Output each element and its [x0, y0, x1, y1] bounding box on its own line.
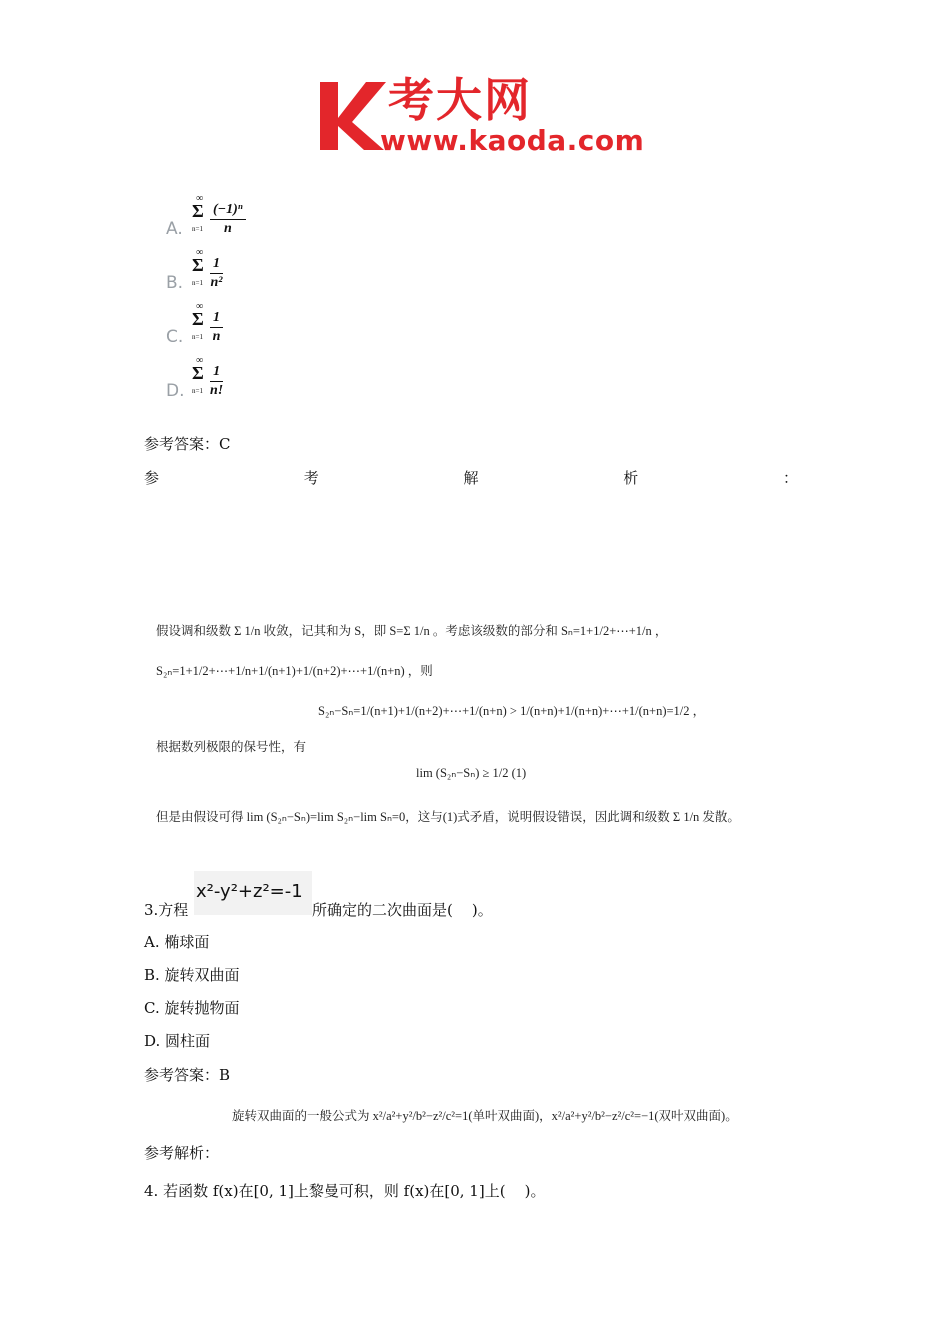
sum-lower: n=1	[192, 279, 203, 287]
fraction	[210, 363, 223, 400]
analysis-heading-spread	[144, 467, 798, 488]
fraction-denominator: n²	[210, 275, 223, 290]
fraction	[210, 309, 223, 346]
logo-brand-text: 考大网	[388, 73, 532, 127]
fraction-numerator: 1	[210, 363, 223, 382]
sum-lower: n=1	[192, 225, 203, 233]
q3-option-d: D. 圆柱面	[144, 1032, 211, 1050]
series-expression	[192, 195, 282, 245]
proof-line-2: S₂ₙ=1+1/2+⋯+1/n+1/(n+1)+1/(n+2)+⋯+1/(n+n) ，则	[156, 664, 433, 678]
fraction	[210, 255, 223, 292]
analysis-char: 析	[623, 469, 639, 487]
option-letter: D.	[166, 381, 185, 401]
proof-line-4: 根据数列极限的保号性，有	[156, 740, 307, 754]
sum-upper: ∞	[196, 301, 204, 312]
proof-line-6: 但是由假设可得 lim (S₂ₙ−Sₙ)=lim S₂ₙ−lim Sₙ=0，这与(1)式矛盾，说明假设错误，因此调和级数 Σ 1/n 发散。	[156, 810, 740, 824]
q3-option-b: B. 旋转双曲面	[144, 966, 240, 984]
sum-upper: ∞	[196, 247, 204, 258]
analysis-char: 参	[144, 469, 160, 487]
q3-suffix: 所确定的二次曲面是( )。	[312, 901, 493, 919]
fraction-denominator: n!	[210, 383, 224, 398]
q3-option-c: C. 旋转抛物面	[144, 999, 240, 1017]
q3-option-a: A. 椭球面	[144, 933, 210, 951]
fraction	[210, 201, 246, 238]
sum-lower: n=1	[192, 387, 203, 395]
analysis-char: 考	[303, 469, 319, 487]
sum-upper: ∞	[196, 355, 204, 366]
sum-upper: ∞	[196, 193, 204, 204]
fraction-denominator: n	[212, 329, 221, 344]
sum-lower: n=1	[192, 333, 203, 341]
series-expression	[192, 249, 282, 299]
answer-2: 参考答案：C	[144, 435, 231, 453]
option-letter: B.	[166, 273, 184, 293]
analysis-label: 参考解析：	[144, 1144, 220, 1162]
proof-block	[156, 615, 796, 835]
series-expression	[192, 357, 282, 407]
option-letter: A.	[166, 219, 183, 239]
analysis-char: ：	[782, 469, 798, 487]
series-expression	[192, 303, 282, 353]
k-logo-mark-icon	[318, 78, 388, 154]
proof-line-1: 假设调和级数 Σ 1/n 收敛，记其和为 S，即 S=Σ 1/n 。考虑该级数的部分和 Sₙ=1+1/2+⋯+1/n ，	[156, 624, 668, 638]
fraction-denominator: n	[223, 221, 232, 236]
hyperboloid-formula: 旋转双曲面的一般公式为 x²/a²+y²/b²−z²/c²=1(单叶双曲面)，x²/a²+y²/b²−z²/c²=−1(双叶双曲面)。	[232, 1109, 738, 1123]
sigma-icon: Σ	[192, 255, 204, 275]
q3-equation: x²-y²+z²=-1	[196, 881, 303, 902]
sigma-icon: Σ	[192, 363, 204, 383]
analysis-char: 解	[463, 469, 479, 487]
kaoda-logo	[318, 72, 648, 164]
question-4: 4. 若函数 f(x)在[0, 1]上黎曼可积，则 f(x)在[0, 1]上( )。	[144, 1182, 546, 1200]
sigma-icon: Σ	[192, 309, 204, 329]
fraction-numerator: 1	[210, 255, 223, 274]
answer-3: 参考答案：B	[144, 1066, 231, 1084]
fraction-numerator: (−1)ⁿ	[210, 201, 246, 220]
proof-line-5: lim (S₂ₙ−Sₙ) ≥ 1/2 (1)	[416, 766, 527, 780]
q3-equation-image	[194, 871, 312, 915]
sigma-icon: Σ	[192, 201, 204, 221]
option-letter: C.	[166, 327, 184, 347]
fraction-numerator: 1	[210, 309, 223, 328]
proof-line-3: S₂ₙ−Sₙ=1/(n+1)+1/(n+2)+⋯+1/(n+n) > 1/(n+n)+1/(n+n)+⋯+1/(n+n)=1/2 ，	[318, 704, 706, 718]
q3-prefix: 3.方程	[144, 901, 189, 919]
logo-url-text: www.kaoda.com	[380, 124, 645, 157]
